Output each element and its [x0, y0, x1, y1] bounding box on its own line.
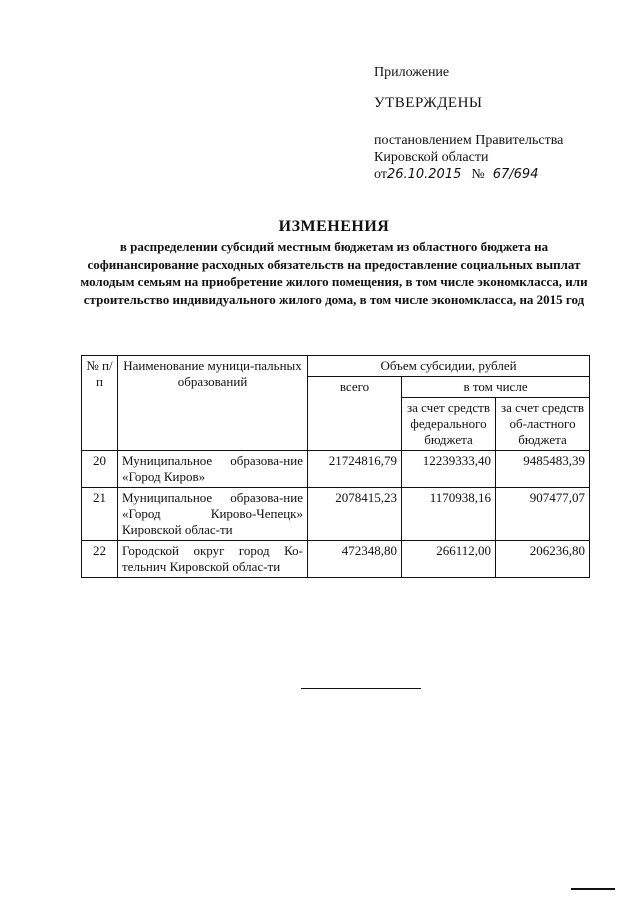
- row-num: 21: [82, 488, 118, 541]
- row-num: 20: [82, 451, 118, 488]
- row-total: 2078415,23: [308, 488, 402, 541]
- handwritten-date: 26.10.2015: [386, 167, 462, 182]
- corner-mark: [571, 888, 615, 890]
- date-prefix: от: [374, 167, 387, 182]
- header-volume: Объем субсидии, рублей: [308, 356, 590, 377]
- approved-label: УТВЕРЖДЕНЫ: [374, 95, 483, 111]
- header-regional: за счет средств об-ластного бюджета: [496, 398, 590, 451]
- row-name: Муниципальное образова-ние «Город Кирово-Чепецк» Кировской облас-ти: [118, 488, 308, 541]
- row-total: 472348,80: [308, 541, 402, 578]
- table-row: [82, 451, 590, 488]
- row-name: Муниципальное образова-ние «Город Киров»: [118, 451, 308, 488]
- header-name: Наименование муници-пальных образований: [118, 356, 308, 451]
- row-regional: 9485483,39: [496, 451, 590, 488]
- document-title: ИЗМЕНЕНИЯ: [278, 218, 390, 235]
- row-federal: 12239333,40: [402, 451, 496, 488]
- row-regional: 907477,07: [496, 488, 590, 541]
- closing-rule: [301, 688, 421, 689]
- row-federal: 1170938,16: [402, 488, 496, 541]
- table-row: [82, 488, 590, 541]
- region-line: Кировской области: [374, 150, 489, 165]
- header-row-1: [82, 356, 590, 377]
- handwritten-number: 67/694: [492, 167, 539, 182]
- row-regional: 206236,80: [496, 541, 590, 578]
- document-title-block: [80, 218, 588, 308]
- row-name: Городской округ город Ко-тельнич Кировской облас-ти: [118, 541, 308, 578]
- decree-line: постановлением Правительства: [374, 133, 564, 148]
- document-subtitle: в распределении субсидий местным бюджетам из областного бюджета на софинансирование расходных обязательств на предоставление социальных выплат молодым семьям на приобретение жилого помещения, в том числе экономкласса, или строительство индивидуального жилого дома, в том числе экономкласса, на 2015 год: [80, 239, 588, 307]
- row-federal: 266112,00: [402, 541, 496, 578]
- header-including: в том числе: [402, 377, 590, 398]
- appendix-label: Приложение: [374, 65, 450, 80]
- header-federal: за счет средств федерального бюджета: [402, 398, 496, 451]
- number-sign: №: [471, 167, 485, 182]
- row-total: 21724816,79: [308, 451, 402, 488]
- header-total: всего: [308, 377, 402, 451]
- row-num: 22: [82, 541, 118, 578]
- decree-date-line: [374, 166, 614, 183]
- approval-block: [374, 64, 614, 183]
- header-num: № п/п: [82, 356, 118, 451]
- table-row: [82, 541, 590, 578]
- subsidy-table: [81, 355, 590, 578]
